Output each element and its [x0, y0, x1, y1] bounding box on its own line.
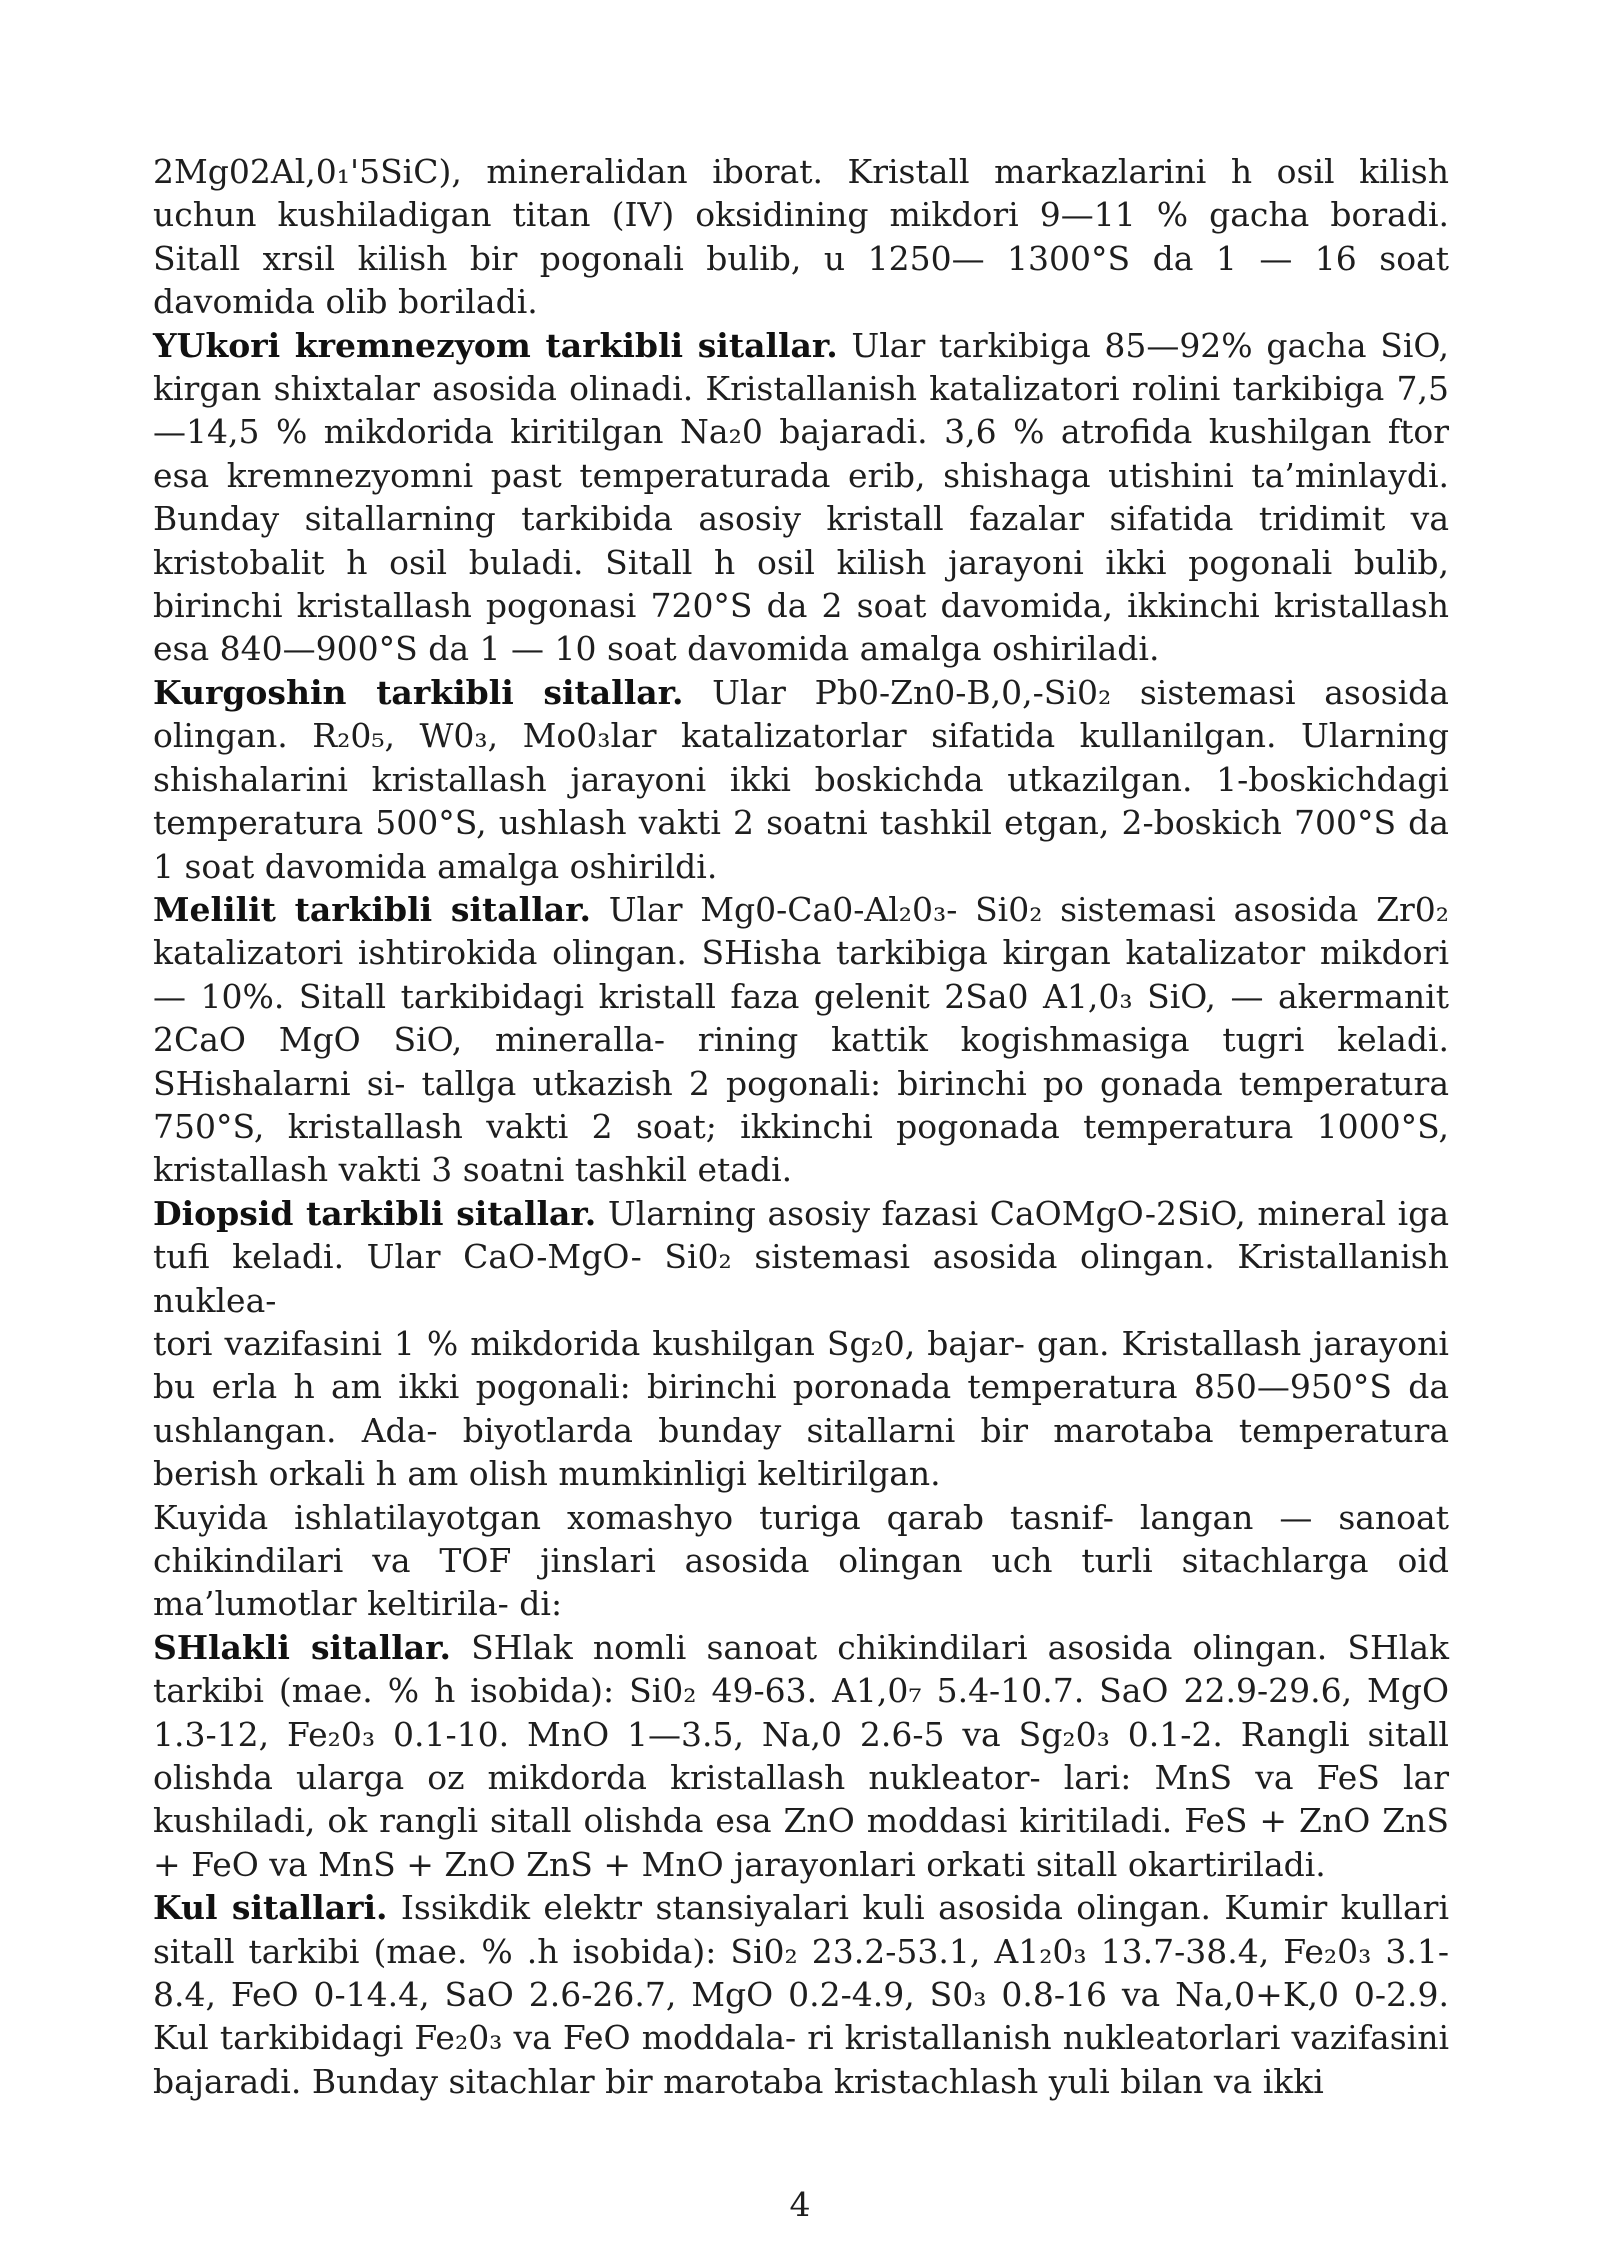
paragraph-text: Ular tarkibiga 85—92% gacha SiO, kirgan shixtalar asosida olinadi. Kristallanish katalizatori rolini tarkibiga 7,5 —14,5 % mikdorida kiritilgan Na₂0 bajaradi. 3,6 % atrofida kushilgan ftor esa kremnezyomni past temperaturada erib, shishaga utishini ta’minlaydi. Bunday sitallarning tarkibida asosiy kristall fazalar sifatida tridimit va kristobalit h osil buladi. Sitall h osil kilish jarayoni ikki pogonali bulib, birinchi kristallash pogonasi 720°S da 2 soat davomida, ikkinchi kristallash esa 840—900°S da 1 — 10 soat davomida amalga oshiriladi. [153, 325, 1449, 669]
paragraph-heading: Melilit tarkibli sitallar. [153, 889, 591, 929]
paragraph [153, 1322, 1449, 1496]
paragraph-text: tori vazifasini 1 % mikdorida kushilgan Sg₂0, bajar- gan. Kristallash jarayoni bu erla h am ikki pogonali: birinchi poronada temperatura 850—950°S da ushlangan. Ada- biyotlarda bunday sitallarni bir marotaba temperatura berish orkali h am olish mumkinligi keltirilgan. [153, 1323, 1449, 1494]
paragraph-text: Ular Pb0-Zn0-B,0,-Si0₂ sistemasi asosida olingan. R₂0₅, W0₃, Mo0₃lar katalizatorlar sifatida kullanilgan. Ularning shishalarini kristallash jarayoni ikki boskichda utkazilgan. 1-boskichdagi temperatura 500°S, ushlash vakti 2 soatni tashkil etgan, 2-boskich 700°S da 1 soat davomida amalga oshirildi. [153, 672, 1449, 886]
paragraph [153, 324, 1449, 671]
paragraph [153, 1496, 1449, 1626]
page-body [153, 150, 1449, 2103]
paragraph-heading: YUkori kremnezyom tarkibli sitallar. [153, 325, 838, 365]
paragraph [153, 1886, 1449, 2103]
paragraph [153, 1626, 1449, 1886]
paragraph [153, 150, 1449, 324]
page-number: 4 [789, 2185, 811, 2224]
paragraph-heading: Kul sitallari. [153, 1888, 388, 1928]
paragraph-text: SHlak nomli sanoat chikindilari asosida olingan. SHlak tarkibi (mae. % h isobida): Si0₂ 49-63. A1,0₇ 5.4-10.7. SaO 22.9-29.6, MgO 1.3-12, Fe₂0₃ 0.1-10. MnO 1—3.5, Na,0 2.6-5 va Sg₂0₃ 0.1-2. Rangli sitall olishda ularga oz mikdorda kristallash nukleator- lari: MnS va FeS lar kushiladi, ok rangli sitall olishda esa ZnO moddasi kiritiladi. FeS + ZnO ZnS + FeO va MnS + ZnO ZnS + MnO jarayonlari orkati sitall okartiriladi. [153, 1627, 1449, 1884]
paragraph-heading: Kurgoshin tarkibli sitallar. [153, 672, 684, 712]
paragraph [153, 1192, 1449, 1322]
paragraph-heading: SHlakli sitallar. [153, 1627, 452, 1667]
paragraph-text: Ularning asosiy fazasi CaOMgO-2SiO, mineral iga tufi keladi. Ular CaO-MgO- Si0₂ sistemasi asosida olingan. Kristallanish nuklea- [153, 1193, 1449, 1320]
paragraph [153, 888, 1449, 1192]
paragraph [153, 671, 1449, 888]
paragraph-text: 2Mg02Al,0₁'5SiC), mineralidan iborat. Kristall markazlarini h osil kilish uchun kushiladigan titan (IV) oksidining mikdori 9—11 % gacha boradi. Sitall xrsil kilish bir pogonali bulib, u 1250— 1300°S da 1 — 16 soat davomida olib boriladi. [153, 152, 1449, 322]
paragraph-text: Ular Mg0-Ca0-Al₂0₃- Si0₂ sistemasi asosida Zr0₂ katalizatori ishtirokida olingan. SHisha tarkibiga kirgan katalizator mikdori — 10%. Sitall tarkibidagi kristall faza gelenit 2Sa0 A1,0₃ SiO, — akermanit 2CaO MgO SiO, mineralla- rining kattik kogishmasiga tugri keladi. SHishalarni si- tallga utkazish 2 pogonali: birinchi po gonada temperatura 750°S, kristallash vakti 2 soat; ikkinchi pogonada temperatura 1000°S, kristallash vakti 3 soatni tashkil etadi. [153, 889, 1449, 1190]
paragraph-heading: Diopsid tarkibli sitallar. [153, 1193, 597, 1233]
paragraph-text: Kuyida ishlatilayotgan xomashyo turiga qarab tasnif- langan — sanoat chikindilari va TOF jinslari asosida olingan uch turli sitachlarga oid ma’lumotlar keltirila- di: [153, 1497, 1449, 1624]
paragraph-text: Issikdik elektr stansiyalari kuli asosida olingan. Kumir kullari sitall tarkibi (mae. % .h isobida): Si0₂ 23.2-53.1, A1₂0₃ 13.7-38.4, Fe₂0₃ 3.1-8.4, FeO 0-14.4, SaO 2.6-26.7, MgO 0.2-4.9, S0₃ 0.8-16 va Na,0+K,0 0-2.9. Kul tarkibidagi Fe₂0₃ va FeO moddala- ri kristallanish nukleatorlari vazifasini bajaradi. Bunday sitachlar bir marotaba kristachlash yuli bilan va ikki [153, 1888, 1449, 2101]
